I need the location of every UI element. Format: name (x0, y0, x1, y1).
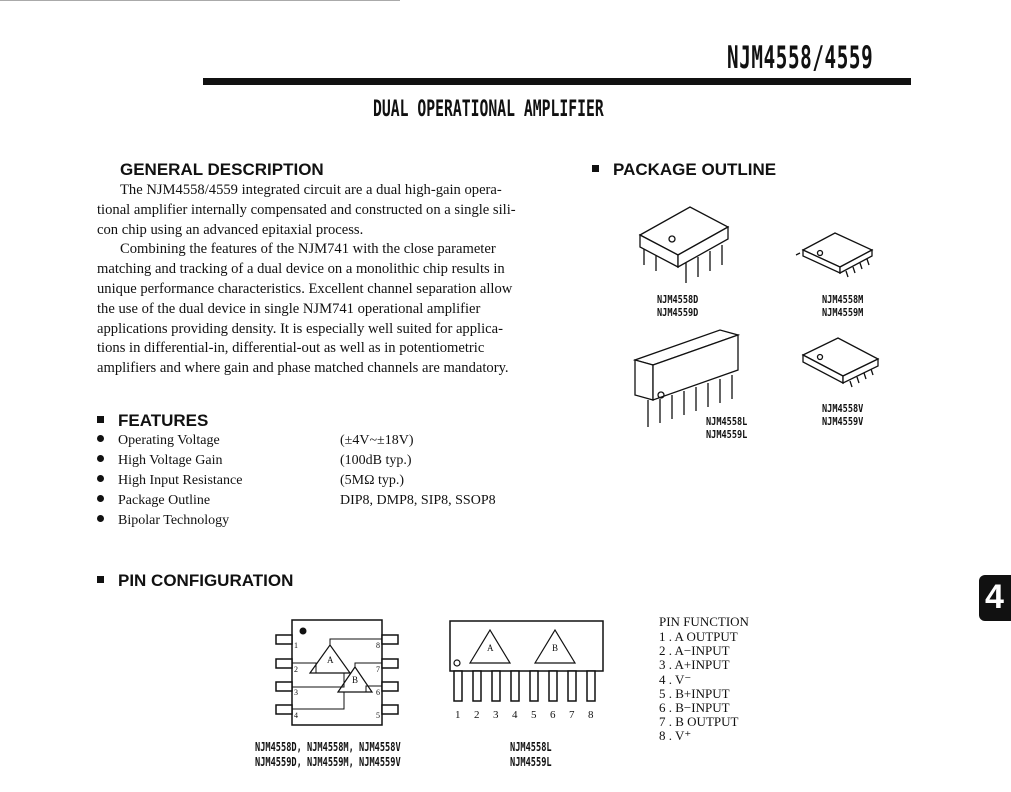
pin-function-list (659, 630, 738, 744)
desc-line: con chip using an advanced epitaxial process. (97, 221, 364, 238)
bullet-icon (97, 475, 104, 482)
feature-item (97, 453, 222, 469)
document-subtitle: DUAL OPERATIONAL AMPLIFIER (373, 97, 604, 122)
sip-pin-num: 5 (531, 709, 537, 721)
dip-pin-num: 2 (294, 665, 298, 674)
sip-pin-num: 6 (550, 709, 556, 721)
amp-a-label: A (327, 655, 334, 665)
feature-value: DIP8, DMP8, SIP8, SSOP8 (340, 493, 496, 508)
package-label-sip: NJM4558L NJM4559L (706, 415, 748, 441)
feature-label: Bipolar Technology (118, 513, 230, 528)
sip-pin-num: 1 (455, 709, 461, 721)
desc-line: matching and tracking of a dual device on a monolithic chip results in (97, 261, 505, 278)
features-heading (97, 411, 208, 431)
section-bullet-icon (97, 416, 104, 423)
dip-pin-num: 5 (376, 711, 380, 720)
pin-function-item: 4 . V⁻ (659, 671, 692, 687)
pin-function-item: 6 . B−INPUT (659, 700, 730, 716)
sip-pin-num: 7 (569, 709, 575, 721)
feature-item (97, 433, 220, 449)
bullet-icon (97, 455, 104, 462)
page-section-tab (979, 575, 1011, 621)
dip-pin-num: 6 (376, 688, 380, 697)
general-description-heading: GENERAL DESCRIPTION (120, 160, 324, 179)
desc-line: Combining the features of the NJM741 with the close parameter (120, 241, 496, 258)
features-title: FEATURES (118, 411, 209, 430)
sip-amp-a-label: A (487, 643, 494, 653)
bullet-icon (97, 495, 104, 502)
pin-function-item: 3 . A+INPUT (659, 657, 730, 673)
sip-pinout-diagram (440, 618, 615, 728)
sip-pin-num: 8 (588, 709, 594, 721)
pin-configuration-heading (97, 571, 293, 591)
sip-pin-num: 3 (493, 709, 499, 721)
pin-function-item: 2 . A−INPUT (659, 643, 730, 659)
pin-function-item: 1 . A OUTPUT (659, 629, 738, 644)
dip-pin-num: 4 (294, 711, 298, 720)
dmp8-package-icon (796, 233, 872, 277)
bullet-icon (97, 435, 104, 442)
feature-item (97, 473, 242, 489)
part-number-title: NJM4558/4559 (727, 40, 874, 76)
pin-function-item: 5 . B+INPUT (659, 685, 730, 701)
bullet-icon (97, 515, 104, 522)
amp-b-label: B (352, 675, 359, 685)
sip-amp-b-label: B (552, 643, 559, 653)
dip-pin-num: 3 (294, 688, 298, 697)
desc-line: the use of the dual device in single NJM741 operational amplifier (97, 300, 481, 317)
feature-value: (100dB typ.) (340, 453, 412, 468)
sip8-package-icon (635, 330, 738, 427)
feature-value: (±4V~±18V) (340, 433, 414, 448)
feature-label: Package Outline (118, 493, 211, 508)
feature-item (97, 513, 229, 529)
top-faint-rule (0, 0, 400, 1)
section-bullet-icon (97, 576, 104, 583)
desc-line: The NJM4558/4559 integrated circuit are a dual high-gain opera- (120, 182, 502, 198)
dip-pin-num: 7 (376, 665, 380, 674)
desc-line: amplifiers and where gain and phase matched channels are mandatory. (97, 360, 509, 377)
general-description-body (97, 181, 544, 379)
feature-value: (5MΩ typ.) (340, 473, 405, 488)
feature-label: High Input Resistance (118, 473, 243, 488)
package-outline-heading (592, 160, 776, 180)
dip-pin-num: 8 (376, 641, 380, 650)
package-label-ssop: NJM4558V NJM4559V (822, 402, 864, 428)
pin-function-item: 8 . V⁺ (659, 728, 692, 744)
package-outline-title: PACKAGE OUTLINE (613, 160, 777, 179)
sip-pin-num: 4 (512, 709, 518, 721)
feature-item (97, 493, 210, 509)
feature-label: High Voltage Gain (118, 453, 223, 468)
desc-line: tional amplifier internally compensated and constructed on a single sili- (97, 201, 516, 218)
desc-line: tions in differential-in, differential-out as well as in potentiometric (97, 340, 485, 357)
desc-line: applications providing density. It is especially well suited for applica- (97, 320, 503, 337)
pin-configuration-title: PIN CONFIGURATION (118, 571, 294, 590)
ssop8-package-icon (803, 338, 878, 387)
dip-pinout-diagram (270, 615, 410, 735)
sip-pin-num: 2 (474, 709, 480, 721)
page-section-number: 4 (985, 578, 1004, 616)
dip8-package-icon (640, 207, 728, 283)
header-rule (203, 78, 911, 85)
dip-pinout-caption: NJM4558D, NJM4558M, NJM4558V NJM4559D, NJM4559M, NJM4559V (255, 740, 401, 769)
desc-line: unique performance characteristics. Excellent channel separation allow (97, 280, 513, 297)
pin-function-item: 7 . B OUTPUT (659, 714, 739, 730)
feature-label: Operating Voltage (118, 433, 220, 448)
package-label-dmp: NJM4558M NJM4559M (822, 293, 864, 319)
sip-pinout-caption: NJM4558L NJM4559L (510, 740, 552, 769)
package-label-dip: NJM4558D NJM4559D (657, 293, 699, 319)
pin-function-title: PIN FUNCTION (659, 614, 749, 629)
section-bullet-icon (592, 165, 599, 172)
dip-pin-num: 1 (294, 641, 298, 650)
